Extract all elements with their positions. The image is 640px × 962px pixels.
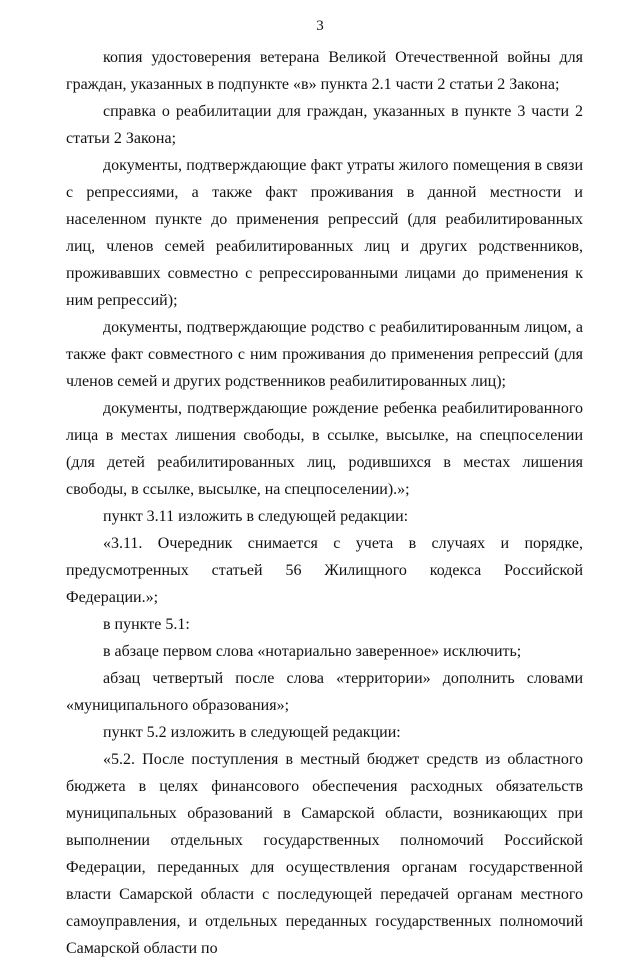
paragraph: копия удостоверения ветерана Великой Отечественной войны для граждан, указанных в подпункте «в» пункта 2.1 части 2 статьи 2 Закона;	[66, 49, 583, 93]
paragraph: «3.11. Очередник снимается с учета в случаях и порядке, предусмотренных статьей 56 Жилищного кодекса Российской Федерации.»;	[66, 535, 583, 606]
paragraph: документы, подтверждающие родство с реабилитированным лицом, а также факт совместного с ним проживания до применения репрессий (для членов семей и других родственников реабилитированных лиц);	[66, 319, 583, 390]
page-number: 3	[316, 18, 324, 34]
paragraph: справка о реабилитации для граждан, указанных в пункте 3 части 2 статьи 2 Закона;	[66, 103, 583, 147]
paragraph: «5.2. После поступления в местный бюджет средств из областного бюджета в целях финансового обеспечения расходных обязательств муниципальных образований в Самарской области, возникающих при выполнении отдельных государственных полномочий Российской Федерации, переданных для осуществления органам государственной власти Самарской области с последующей передачей органам местного самоуправления, и отдельных переданных государственных полномочий Самарской области по	[66, 751, 583, 957]
paragraph: пункт 3.11 изложить в следующей редакции:	[103, 508, 409, 525]
document-body	[66, 44, 583, 962]
paragraph: пункт 5.2 изложить в следующей редакции:	[103, 724, 401, 741]
paragraph: документы, подтверждающие факт утраты жилого помещения в связи с репрессиями, а также факт проживания в данной местности и населенном пункте до применения репрессий (для реабилитированных лиц, членов семей реабилитированных лиц и других родственников, проживавших совместно с репрессированными лицами до применения к ним репрессий);	[66, 157, 583, 309]
paragraph: абзац четвертый после слова «территории» дополнить словами «муниципального образования»;	[66, 670, 583, 714]
paragraph: документы, подтверждающие рождение ребенка реабилитированного лица в местах лишения свободы, в ссылке, высылке, на спецпоселении (для детей реабилитированных лиц, родившихся в местах лишения свободы, в ссылке, высылке, на спецпоселении).»;	[66, 400, 583, 498]
paragraph: в абзаце первом слова «нотариально заверенное» исключить;	[103, 643, 522, 660]
paragraph: в пункте 5.1:	[103, 616, 190, 633]
